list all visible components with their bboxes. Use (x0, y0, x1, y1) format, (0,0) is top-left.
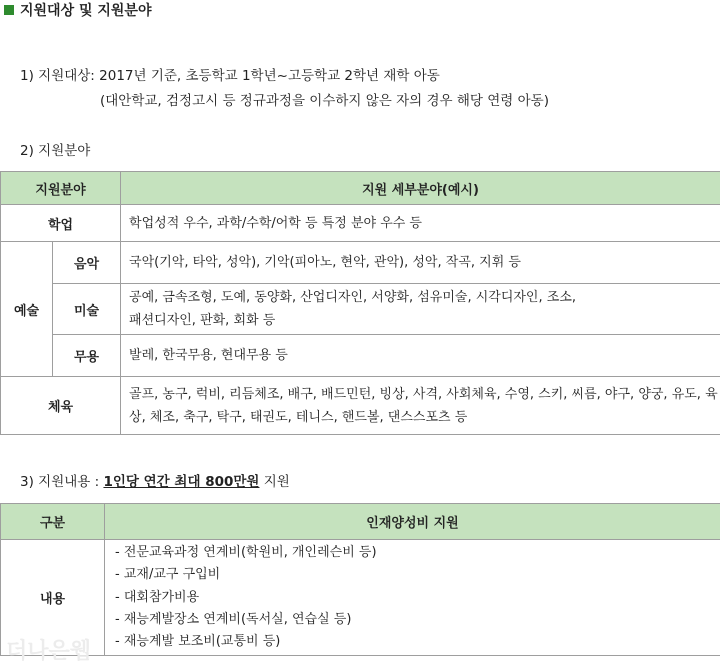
fine-art-detail-line-2: 패션디자인, 판화, 회화 등 (129, 313, 276, 328)
support-heading (20, 470, 290, 490)
support-content-table (0, 503, 720, 656)
section-title-text: 지원대상 및 지원분야 (20, 3, 152, 19)
watermark: 더나은웹 (6, 639, 92, 664)
dance-label: 무용 (53, 335, 121, 377)
header-support: 인재양성비 지원 (105, 504, 720, 540)
table-row (1, 540, 720, 656)
fine-art-detail (121, 284, 720, 335)
sports-detail (121, 377, 720, 435)
music-detail: 국악(기악, 타악, 성악), 기악(피아노, 현악, 관악), 성악, 작곡, 지휘 등 (121, 242, 720, 284)
content-list (105, 540, 720, 656)
sports-detail-line-1: 골프, 농구, 럭비, 리듬체조, 배구, 배드민턴, 빙상, 사격, 사회체육, 수영, 스키, 씨름, 야구, 양궁, 유도, 육 (129, 386, 718, 402)
dance-detail: 발레, 한국무용, 현대무용 등 (121, 335, 720, 377)
academic-detail: 학업성적 우수, 과학/수학/어학 등 특정 분야 우수 등 (121, 205, 720, 242)
eligibility-line-1: 1) 지원대상: 2017년 기준, 초등학교 1학년~고등학교 2학년 재학 아동 (20, 68, 440, 84)
support-suffix: 지원 (259, 474, 290, 490)
list-item: - 교재/교구 구입비 (115, 567, 221, 583)
sports-detail-line-2: 상, 체조, 축구, 탁구, 태권도, 테니스, 핸드볼, 댄스스포츠 등 (129, 409, 468, 425)
eligibility-line-2: (대안학교, 검정고시 등 정규과정을 이수하지 않은 자의 경우 해당 연령 아동) (100, 93, 549, 109)
table-row (1, 205, 720, 242)
list-item: - 전문교육과정 연계비(학원비, 개인레슨비 등) (115, 545, 377, 560)
header-category: 구분 (1, 504, 105, 540)
academic-label: 학업 (1, 205, 121, 242)
content-label: 내용 (1, 540, 105, 656)
support-prefix: 3) 지원내용 : (20, 474, 104, 490)
list-item: - 재능계발 보조비(교통비 등) (115, 634, 281, 650)
table-header-row (1, 172, 720, 205)
arts-label: 예술 (1, 242, 53, 377)
list-item: - 재능계발장소 연계비(독서실, 연습실 등) (115, 611, 352, 627)
sports-label: 체육 (1, 377, 121, 435)
table-row (1, 377, 720, 435)
table-header-row (1, 504, 720, 540)
fine-art-detail-line-1: 공예, 금속조형, 도예, 동양화, 산업디자인, 서양화, 섬유미술, 시각디자인, 조소, (129, 290, 577, 305)
support-fields-table (0, 171, 720, 435)
music-label: 음악 (53, 242, 121, 284)
header-detail: 지원 세부분야(예시) (121, 172, 720, 205)
support-highlight: 1인당 연간 최대 800만원 (103, 474, 260, 490)
table-row (1, 242, 720, 284)
header-field: 지원분야 (1, 172, 121, 205)
fine-art-label: 미술 (53, 284, 121, 335)
green-square-icon (4, 5, 14, 15)
fields-heading: 2) 지원분야 (20, 143, 91, 159)
section-title (4, 0, 151, 20)
table-row (1, 284, 720, 335)
list-item: - 대회참가비용 (115, 589, 200, 605)
table-row (1, 335, 720, 377)
